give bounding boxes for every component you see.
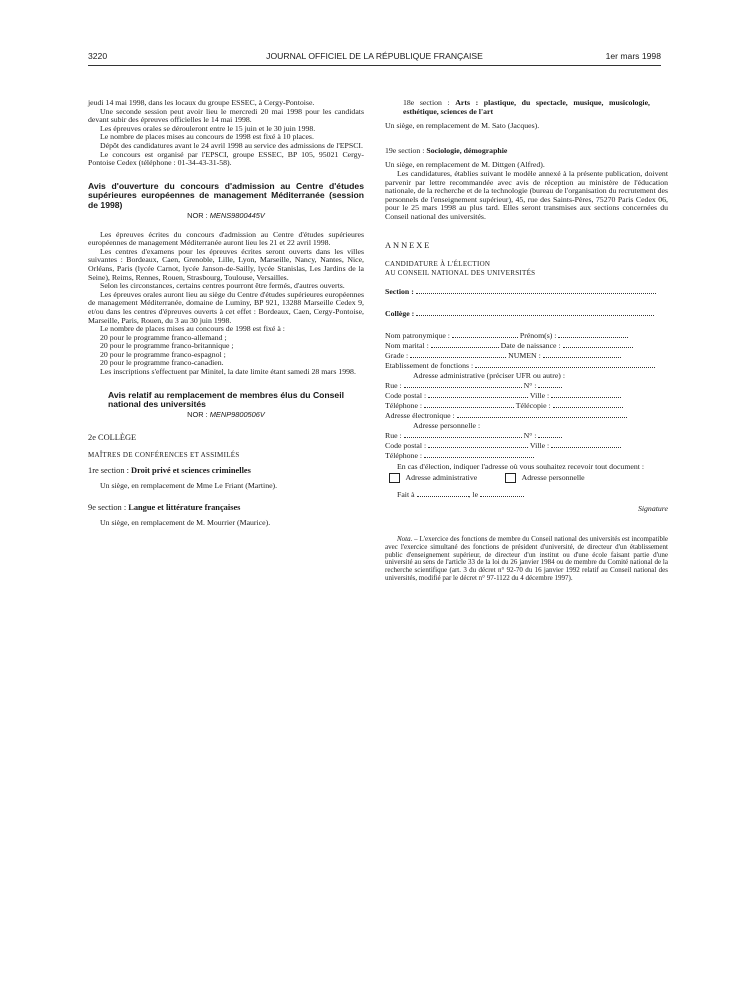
numen-field[interactable] <box>543 351 621 358</box>
nota-note <box>385 536 668 583</box>
admin-address-checkbox[interactable] <box>389 473 400 483</box>
numero-perso-field[interactable] <box>538 431 562 438</box>
header-rule <box>88 65 661 66</box>
annexe-heading: ANNEXE <box>385 240 432 250</box>
field-label: Télécopie : <box>515 401 551 411</box>
section-19-heading <box>385 147 668 156</box>
field-label: Nom patronymique : <box>385 331 450 341</box>
field-label: Adresse personnelle : <box>413 421 481 431</box>
form-row-code-postal-perso <box>385 441 668 451</box>
ville-perso-field[interactable] <box>551 441 621 448</box>
nom-patronymique-field[interactable] <box>452 331 518 338</box>
avis-paragraph: Les épreuves orales auront lieu au siège du Centre d'études supérieures européennes de management Méditerranée, domaine de Luminy, BP 921, 13288 Marseille Cedex 9, et/ou dans les centres d'épreuves ouverts à cet effet : Bordeaux, Caen, Cergy-Pontoise, Marseille, Paris, Rouen, du 3 au 30 juin 1998. <box>88 289 364 325</box>
form-row-rue <box>385 381 668 391</box>
nor-code: MENS9800445V <box>209 210 265 220</box>
email-field[interactable] <box>457 411 627 418</box>
form-row-email <box>385 411 668 421</box>
field-label: Grade : <box>385 351 409 361</box>
etablissement-field[interactable] <box>475 361 655 368</box>
code-postal-perso-field[interactable] <box>428 441 528 448</box>
option-label: Adresse administrative <box>405 472 478 482</box>
field-label: Date de naissance : <box>500 341 561 351</box>
candidatures-paragraph: Les candidatures, établies suivant le modèle annexé à la présente publication, doivent parvenir par lettre recommandée avec avis de réception au ministère de l'éducation nationale, de la recherche et de la technologie (bureau de l'organisation du recrutement des personnels de l'enseignement supérieur), 45, rue des Saints-Pères, 75270 Paris Cedex 06, pour le 25 mars 1998 au plus tard. Elles seront transmises aux sections concernées du Conseil national des universités. <box>385 168 668 221</box>
section-name: Sociologie, démographie <box>426 145 508 155</box>
college-field[interactable] <box>416 309 654 316</box>
ville-field[interactable] <box>551 391 621 398</box>
field-label: Téléphone : <box>385 401 423 411</box>
issue-date: 1er mars 1998 <box>605 51 661 61</box>
telephone-perso-field[interactable] <box>424 451 534 458</box>
avis-ouverture-title: Avis d'ouverture du concours d'admission au Centre d'études supérieures européennes de management Méditerranée (session de 1998) <box>88 180 364 210</box>
nor-label: NOR : <box>187 210 208 220</box>
avis-paragraph: Les inscriptions s'effectuent par Minitel, la date limite étant samedi 28 mars 1998. <box>100 367 356 377</box>
nor-reference <box>88 212 364 221</box>
left-column <box>88 99 364 528</box>
form-row-telephone-perso <box>385 451 668 461</box>
field-label: Ville : <box>529 391 550 401</box>
avis-paragraph: Les centres d'examens pour les épreuves écrites seront ouverts dans les villes suivantes : Bordeaux, Caen, Grenoble, Lille, Lyon, Marseille, Nancy, Nantes, Nice, Orléans, Paris (lycée Carnot, lycée Janson-de-Sailly, lycée Stanislas, Les Jardins de la Seine), Reims, Rennes, Rouen, Strasbourg, Toulouse, Versailles. <box>88 246 364 282</box>
field-label: Rue : <box>385 431 402 441</box>
numero-field[interactable] <box>538 381 562 388</box>
intro-paragraph: Le nombre de places mises au concours de 1998 est fixé à 10 places. <box>100 132 314 142</box>
candidature-form <box>385 287 668 514</box>
code-postal-field[interactable] <box>428 391 528 398</box>
page-number: 3220 <box>88 51 108 61</box>
prenoms-field[interactable] <box>558 331 628 338</box>
date-naissance-field[interactable] <box>563 341 633 348</box>
form-row-telephone <box>385 401 668 411</box>
section-number: 1re section : <box>88 466 129 476</box>
intro-paragraph: Les épreuves orales se dérouleront entre le 15 juin et le 30 juin 1998. <box>100 123 316 133</box>
avis-paragraph: 20 pour le programme franco-britannique ; <box>100 341 234 351</box>
form-row-adresse-perso <box>385 421 668 431</box>
section-number: 9e section : <box>88 503 127 513</box>
telecopie-field[interactable] <box>553 401 623 408</box>
option-label: Adresse personnelle <box>521 472 585 482</box>
candidature-heading-1: CANDIDATURE À L'ÉLECTION <box>385 260 491 269</box>
field-label: Code postal : <box>385 391 427 401</box>
section-9-heading <box>88 504 364 513</box>
section-18-heading <box>385 99 668 116</box>
nor-label: NOR : <box>187 410 208 420</box>
avis-paragraph: 20 pour le programme franco-espagnol ; <box>100 349 226 359</box>
avis-paragraph: Les épreuves écrites du concours d'admission au Centre d'études supérieures européennes de management Méditerranée auront lieu les 21 et 22 avril 1998. <box>88 229 364 248</box>
right-column <box>385 99 668 583</box>
college-heading: 2e COLLÈGE <box>88 433 137 443</box>
form-row-college <box>385 309 668 323</box>
fait-a-field[interactable] <box>417 490 469 497</box>
form-row-marital <box>385 341 668 351</box>
field-label: , le <box>468 489 479 499</box>
note-text: L'exercice des fonctions de membre du Conseil national des universités est incompatible avec l'exercice simultané des fonctions de président d'université, de directeur d'un établissement public d'enseignement supérieur, de directeur d'un institut ou d'une école faisant partie d'une université au sens de l'article 33 de la loi du 26 janvier 1984 ou de membre du Comité national de la recherche scientifique (art. 3 du décret n° 92-70 du 16 janvier 1992 relatif au Conseil national des universités, modifié par le décret n° 97-1122 du 4 décembre 1997). <box>385 534 668 582</box>
field-label: Adresse administrative (préciser UFR ou autre) : <box>413 371 565 381</box>
field-label: Rue : <box>385 381 402 391</box>
section-1-heading <box>88 467 364 476</box>
nor-reference <box>88 411 364 420</box>
page-header <box>88 51 661 65</box>
note-label: Nota. – <box>397 534 418 543</box>
maitres-heading: MAÎTRES DE CONFÉRENCES ET ASSIMILÉS <box>88 450 240 459</box>
form-row-etablissement <box>385 361 668 371</box>
form-row-code-postal <box>385 391 668 401</box>
rue-field[interactable] <box>404 381 522 388</box>
field-label: N° : <box>523 431 537 441</box>
intro-paragraph: Dépôt des candidatures avant le 24 avril 1998 au service des admissions de l'EPSCI. <box>100 140 363 150</box>
field-label: Fait à <box>397 489 415 499</box>
intro-paragraph: Une seconde session peut avoir lieu le mercredi 20 mai 1998 pour les candidats devant subir des épreuves officielles le 14 mai 1998. <box>88 106 364 125</box>
field-label: Prénom(s) : <box>519 331 557 341</box>
section-field[interactable] <box>416 287 656 294</box>
form-row-rue-perso <box>385 431 668 441</box>
section-number: 18e section : <box>403 98 450 107</box>
field-label: Nom marital : <box>385 341 429 351</box>
field-label: Téléphone : <box>385 451 423 461</box>
form-row-adresse-admin <box>385 371 668 381</box>
form-row-grade <box>385 351 668 361</box>
section-name: Langue et littérature françaises <box>128 503 241 513</box>
avis-paragraph: Le nombre de places mises au concours de 1998 est fixé à : <box>100 324 285 334</box>
section-number: 19e section : <box>385 145 425 155</box>
journal-title: JOURNAL OFFICIEL DE LA RÉPUBLIQUE FRANÇAISE <box>266 51 483 61</box>
signature-label: Signature <box>637 503 668 513</box>
intro-paragraph: jeudi 14 mai 1998, dans les locaux du groupe ESSEC, à Cergy-Pontoise. <box>88 98 315 107</box>
form-row-address-choice <box>385 472 668 484</box>
form-row-fait-a <box>385 490 668 500</box>
field-label: Ville : <box>529 441 550 451</box>
section-name: Arts : plastique, du spectacle, musique, musicologie, esthétique, sciences de l'art <box>403 98 650 116</box>
avis-paragraph: Selon les circonstances, certains centres pourront être fermés, d'autres ouverts. <box>100 281 345 291</box>
section-name: Droit privé et sciences criminelles <box>131 466 251 476</box>
field-label: NUMEN : <box>508 351 541 361</box>
section-text: Un siège, en remplacement de M. Mourrier (Maurice). <box>100 518 271 528</box>
field-label: Adresse électronique : <box>385 411 455 421</box>
nor-code: MENP9800506V <box>209 410 265 420</box>
form-row-section <box>385 287 668 301</box>
grade-field[interactable] <box>410 351 506 358</box>
telephone-field[interactable] <box>424 401 514 408</box>
avis-paragraph: 20 pour le programme franco-allemand ; <box>100 332 227 342</box>
nom-marital-field[interactable] <box>431 341 499 348</box>
intro-paragraph: Le concours est organisé par l'EPSCI, groupe ESSEC, BP 105, 95021 Cergy-Pontoise Cedex (téléphone : 01-34-43-31-58). <box>88 149 364 168</box>
field-label: Section : <box>385 287 414 297</box>
avis-paragraph: 20 pour le programme franco-canadien. <box>100 358 224 368</box>
form-row-nom <box>385 331 668 341</box>
personal-address-checkbox[interactable] <box>505 473 516 483</box>
section-text: Un siège, en remplacement de M. Sato (Jacques). <box>385 121 540 131</box>
candidature-heading-2: AU CONSEIL NATIONAL DES UNIVERSITÉS <box>385 268 536 277</box>
rue-perso-field[interactable] <box>404 431 522 438</box>
field-label: Etablissement de fonctions : <box>385 361 474 371</box>
section-text: Un siège, en remplacement de M. Dittgen (Alfred). <box>385 160 545 170</box>
section-text: Un siège, en remplacement de Mme Le Friant (Martine). <box>100 480 278 490</box>
avis-remplacement-title: Avis relatif au remplacement de membres élus du Conseil national des universités <box>108 389 344 410</box>
field-label: Code postal : <box>385 441 427 451</box>
election-instruction: En cas d'élection, indiquer l'adresse où vous souhaitez recevoir tout document : <box>397 462 645 472</box>
field-label: Collège : <box>385 309 415 319</box>
field-label: N° : <box>523 381 537 391</box>
date-signature-field[interactable] <box>480 490 524 497</box>
